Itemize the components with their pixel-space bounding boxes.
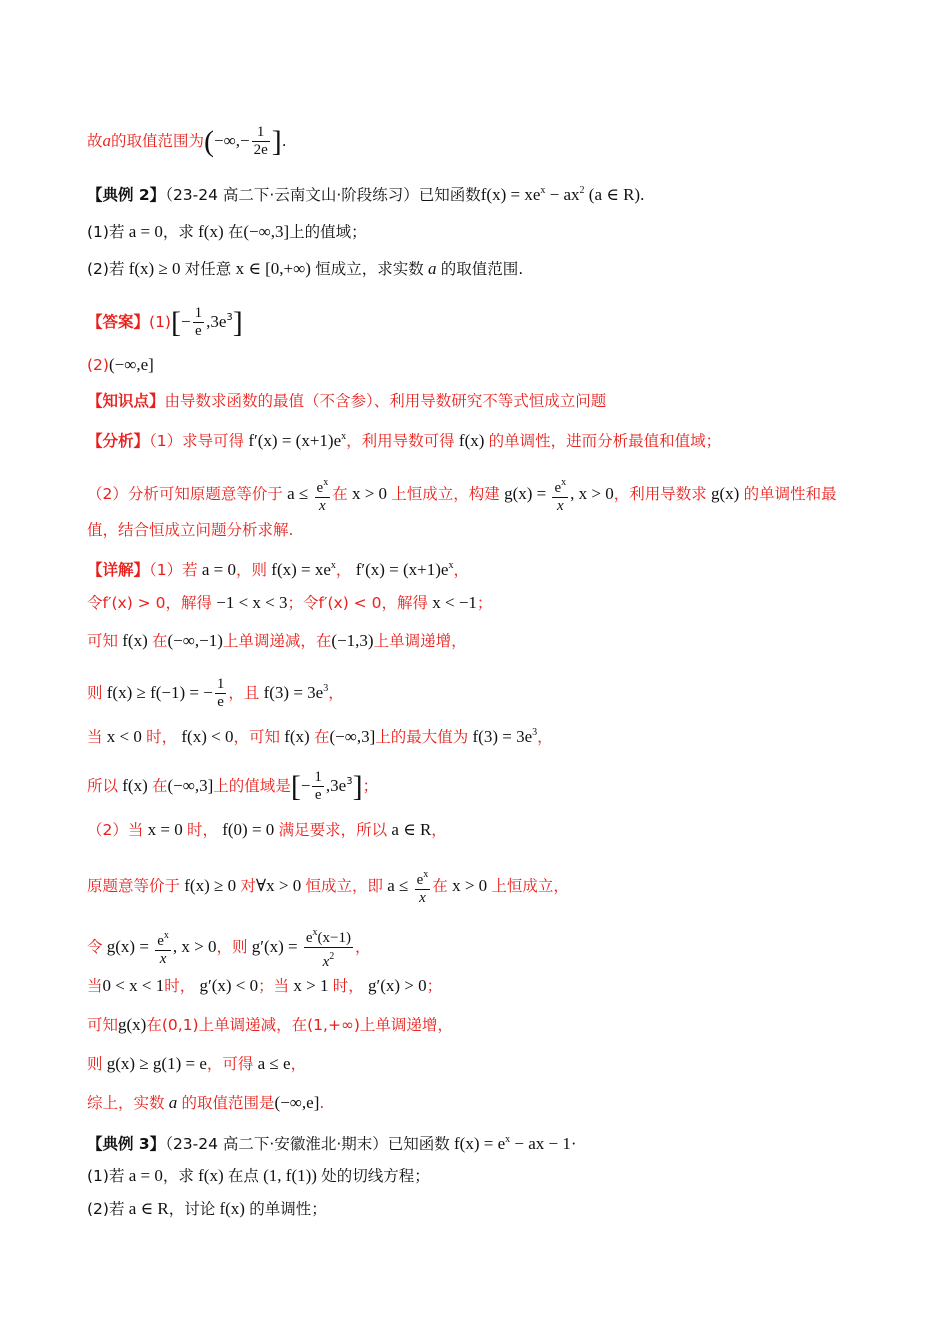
example-3-question-2: (2)若 a ∈ R，讨论 f(x) 的单调性； [87, 1199, 327, 1218]
detail-line-8: 原题意等价于 f(x) ≥ 0 对∀x > 0 恒成立，即 a ≤ $\frac{e^x}{x}$ 在 x > 0 上恒成立， [87, 866, 569, 907]
detail-line-6: 所以 f(x) 在(−∞,3]上的值域是[− $\frac{1}{e}$ $,3e^3$]； [87, 769, 379, 803]
detail-line-10: 当0 < x < 1时， g′(x) < 0；当 x > 1 时， g′(x) > 0； [87, 976, 443, 995]
detail-line-12: 则 g(x) ≥ g(1) = e，可得 a ≤ e， [87, 1054, 307, 1073]
fraction: $\frac{1}{2e}$ [253, 124, 268, 158]
example-2-question-2: (2)若 f(x) ≥ 0 对任意 x ∈ [0,+∞) 恒成立，求实数 a 的取值范围. [87, 259, 524, 278]
detail-line-13: 综上，实数 a 的取值范围是(−∞,e]. [87, 1093, 325, 1112]
detail-line-9: 令 g(x) = $\frac{e^x}{x}$ , x > 0，则 g′(x) = $\frac{e^x(x-1)}{x^2}$ ， [87, 924, 371, 971]
fraction: $\frac{e^x}{x}$ [415, 866, 431, 907]
analysis-line-2: （2）分析可知原题意等价于 a ≤ $\frac{e^x}{x}$ 在 x > 0 上恒成立，构建 g(x) = $\frac{e^x}{x}$ , x > 0，利用导数求 g(x) 的单调性和最 [87, 474, 837, 515]
example-3-heading: 【典例 3】（23-24 高二下·安徽淮北·期末）已知函数 $f(x) = e^x$ − ax − 1· [87, 1134, 577, 1153]
fraction: $\frac{e^x}{x}$ [315, 474, 331, 515]
example-2-question-1: (1)若 a = 0，求 f(x) 在(−∞,3]上的值域； [87, 222, 367, 241]
detail-line-1: 【详解】（1）若 a = 0，则 $f(x) = xe^x$， $f'(x) = (x+1)e^x$， [87, 560, 469, 579]
analysis-line-1: 【分析】（1）求导可得 $f'(x) = (x+1)e^x$，利用导数可得 f(x) 的单调性，进而分析最值和值域； [87, 431, 722, 450]
detail-line-3: 可知 f(x) 在(−∞,−1)上单调递减，在(−1,3)上单调递增， [87, 631, 467, 650]
knowledge-points: 【知识点】由导数求函数的最值（不含参）、利用导数研究不等式恒成立问题 [87, 392, 607, 410]
answer-part-2: (2)(−∞,e] [87, 355, 154, 374]
fraction: $\frac{e^x}{x}$ [552, 474, 568, 515]
detail-line-11: 可知g(x)在(0,1)上单调递减，在(1,+∞)上单调递增， [87, 1015, 453, 1034]
conclusion-line-1: 故a的取值范围为(−∞,− $\frac{1}{2e}$ ]. [87, 124, 287, 158]
fraction: $\frac{1}{e}$ [216, 676, 225, 710]
fraction: $\frac{e^x}{x}$ [155, 927, 171, 968]
detail-line-7: （2）当 x = 0 时， f(0) = 0 满足要求，所以 a ∈ R， [87, 820, 447, 839]
fraction: $\frac{1}{e}$ [194, 305, 203, 339]
fraction: $\frac{1}{e}$ [314, 769, 322, 803]
example-2-heading: 【典例 2】（23-24 高二下·云南文山·阶段练习）已知函数$f(x) = xe^x - ax^2$ (a ∈ R). [87, 185, 645, 204]
analysis-line-3: 值，结合恒成立问题分析求解. [87, 521, 294, 539]
fraction: $\frac{e^x(x-1)}{x^2}$ [304, 924, 353, 971]
detail-line-5: 当 x < 0 时， f(x) < 0，可知 f(x) 在(−∞,3]上的最大值为 $f(3) = 3e^3$， [87, 727, 553, 746]
detail-line-2: 令f′(x) > 0，解得 −1 < x < 3；令f′(x) < 0，解得 x < −1； [87, 593, 493, 612]
example-3-question-1: (1)若 a = 0，求 f(x) 在点 (1, f(1)) 处的切线方程； [87, 1166, 430, 1185]
detail-line-4: 则 f(x) ≥ f(−1) = − $\frac{1}{e}$ ，且 $f(3) = 3e^3$， [87, 676, 344, 710]
answer-part-1: 【答案】(1)[− $\frac{1}{e}$ $,3e^3$] [87, 305, 243, 339]
